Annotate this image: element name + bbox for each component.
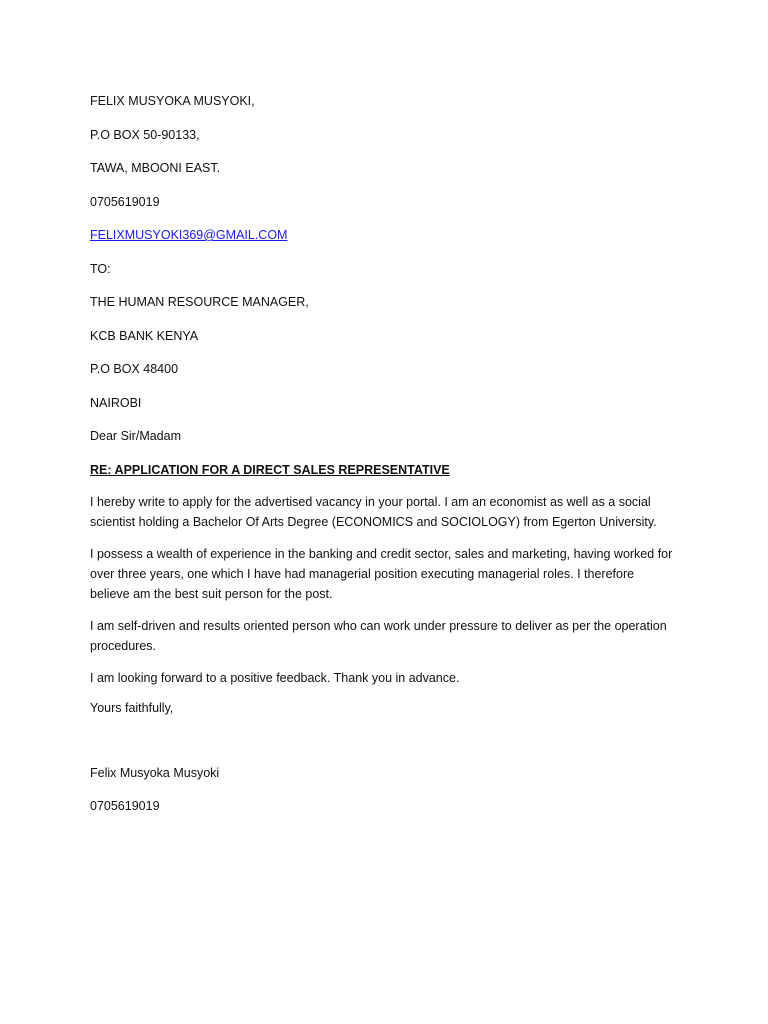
signature-phone: 0705619019 xyxy=(90,799,160,813)
salutation: Dear Sir/Madam xyxy=(90,429,181,443)
body-paragraph-1: I hereby write to apply for the advertised vacancy in your portal. I am an economist as well as a social scientist holding a Bachelor Of Arts Degree (ECONOMICS and SOCIOLOGY) from Egerton University. xyxy=(90,494,657,529)
to-label: TO: xyxy=(90,261,111,276)
body-paragraph-2: I possess a wealth of experience in the banking and credit sector, sales and marketing, having worked for over three years, one which I have had managerial position executing managerial roles. I therefore believe am the best suit person for the post. xyxy=(90,546,673,601)
body-paragraph-3: I am self-driven and results oriented person who can work under pressure to deliver as per the operation procedures. xyxy=(90,618,667,653)
sender-phone: 0705619019 xyxy=(90,194,160,209)
signature-name: Felix Musyoka Musyoki xyxy=(90,765,220,780)
closing: Yours faithfully, xyxy=(90,700,174,715)
subject-line: RE: APPLICATION FOR A DIRECT SALES REPRESENTATIVE xyxy=(90,462,450,477)
body-paragraph-4: I am looking forward to a positive feedback. Thank you in advance. xyxy=(90,670,460,685)
sender-name: FELIX MUSYOKA MUSYOKI, xyxy=(90,94,255,108)
recipient-title: THE HUMAN RESOURCE MANAGER, xyxy=(90,295,309,309)
recipient-organization: KCB BANK KENYA xyxy=(90,328,199,343)
sender-email-link[interactable]: FELIXMUSYOKI369@GMAIL.COM xyxy=(90,228,288,242)
recipient-city: NAIROBI xyxy=(90,395,142,410)
sender-location: TAWA, MBOONI EAST. xyxy=(90,161,221,175)
recipient-po-box: P.O BOX 48400 xyxy=(90,362,179,376)
letter-body xyxy=(90,93,675,832)
sender-email-line xyxy=(90,227,675,243)
sender-po-box: P.O BOX 50-90133, xyxy=(90,127,200,142)
